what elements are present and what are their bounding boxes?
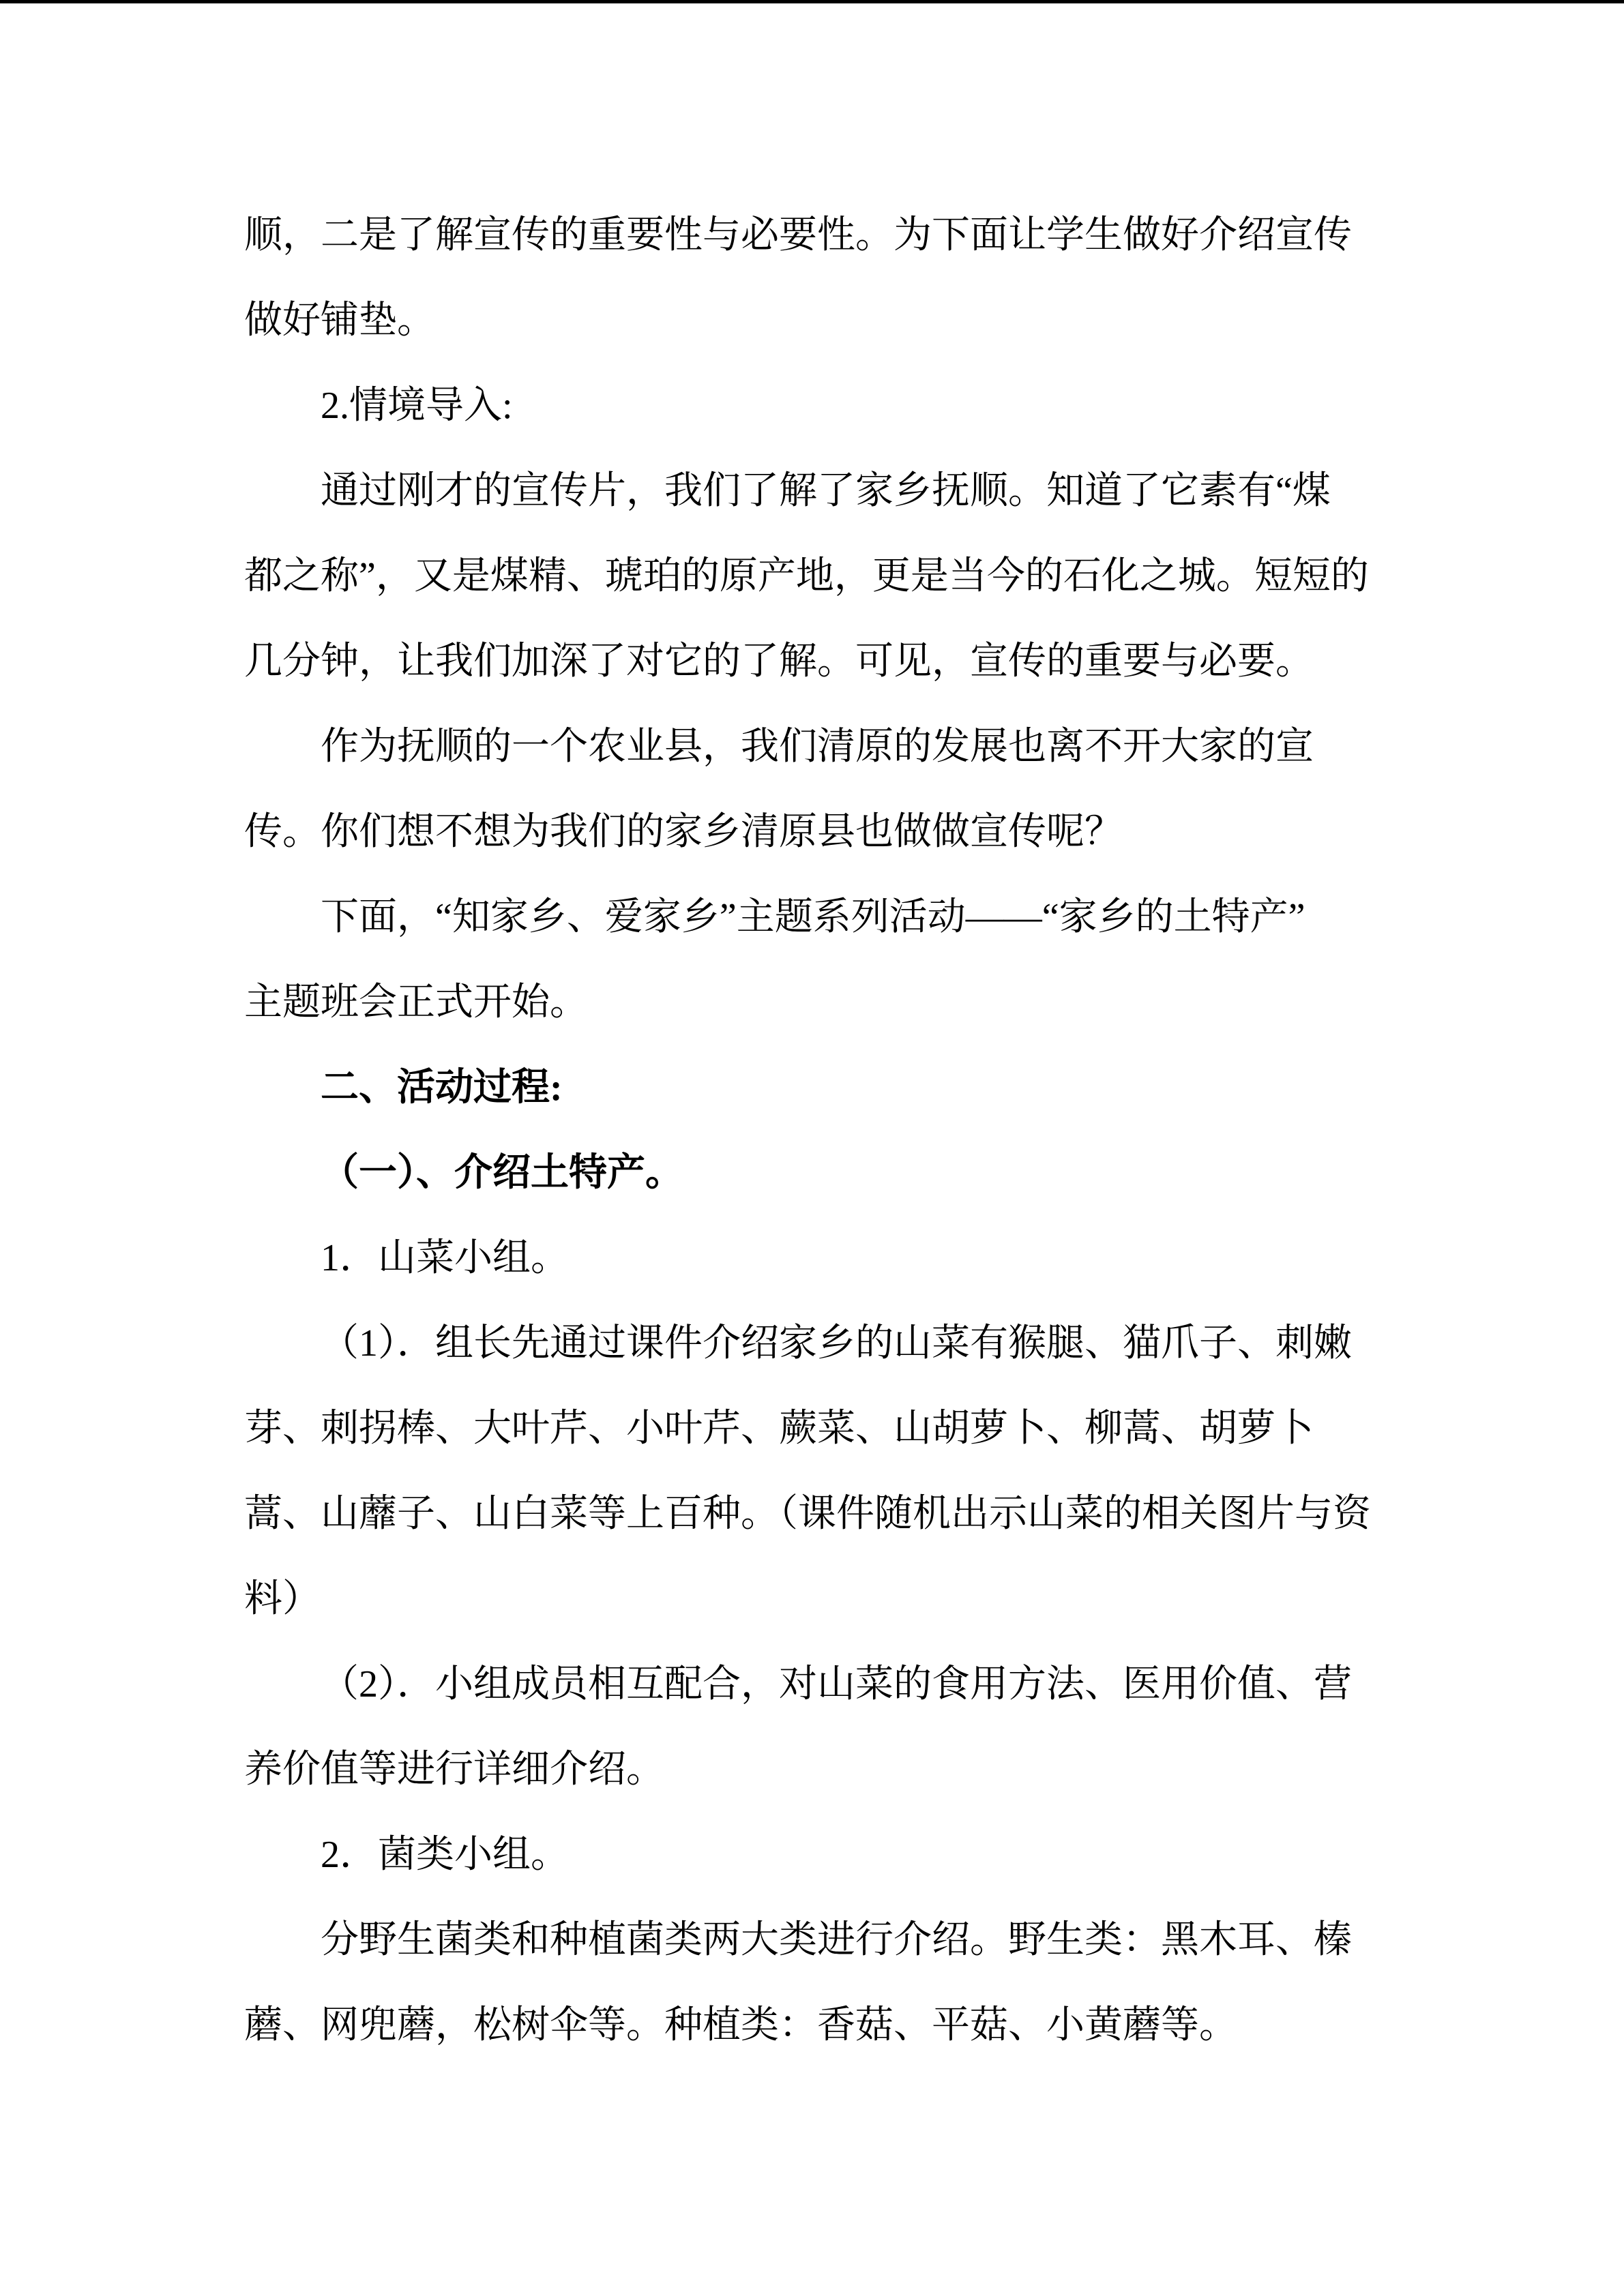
text-line: 分野生菌类和种植菌类两大类进行介绍。野生类：黑木耳、榛 bbox=[321, 1919, 1352, 1961]
text-line: 料） bbox=[244, 1578, 321, 1620]
text-line: 通过刚才的宣传片，我们了解了家乡抚顺。知道了它素有“煤 bbox=[321, 470, 1331, 512]
text-line: 二、活动过程: bbox=[321, 1067, 563, 1109]
text-line: 芽、刺拐棒、大叶芹、小叶芹、蕨菜、山胡萝卜、柳蒿、胡萝卜 bbox=[244, 1407, 1314, 1450]
text-line: 养价值等进行详细介绍。 bbox=[244, 1748, 664, 1791]
text-line: 做好铺垫。 bbox=[244, 299, 435, 342]
text-line: （1）．组长先通过课件介绍家乡的山菜有猴腿、猫爪子、刺嫩 bbox=[321, 1322, 1352, 1365]
text-line: 几分钟，让我们加深了对它的了解。可见，宣传的重要与必要。 bbox=[244, 640, 1314, 683]
text-line: 下面，“知家乡、爱家乡”主题系列活动——“家乡的土特产” bbox=[321, 896, 1305, 938]
text-line: （一）、介绍土特产。 bbox=[321, 1152, 683, 1194]
text-line: 2.情境导入: bbox=[321, 385, 513, 427]
text-line: 2．菌类小组。 bbox=[321, 1834, 569, 1876]
text-line: 1．山菜小组。 bbox=[321, 1237, 569, 1279]
page-top-border bbox=[0, 0, 1624, 3]
text-line: 传。你们想不想为我们的家乡清原县也做做宣传呢？ bbox=[244, 811, 1123, 853]
text-line: 都之称”，又是煤精、琥珀的原产地，更是当今的石化之城。短短的 bbox=[244, 555, 1369, 597]
text-line: 蘑、网兜蘑，松树伞等。种植类：香菇、平菇、小黄蘑等。 bbox=[244, 2004, 1237, 2046]
text-line: 主题班会正式开始。 bbox=[244, 981, 588, 1024]
text-line: 作为抚顺的一个农业县，我们清原的发展也离不开大家的宣 bbox=[321, 726, 1314, 768]
document-body bbox=[244, 193, 1417, 2068]
text-line: 顺，二是了解宣传的重要性与必要性。为下面让学生做好介绍宣传 bbox=[244, 214, 1352, 256]
text-line: （2）．小组成员相互配合，对山菜的食用方法、医用价值、营 bbox=[321, 1663, 1352, 1705]
text-line: 蒿、山蘼子、山白菜等上百种。（课件随机出示山菜的相关图片与资 bbox=[244, 1493, 1371, 1535]
